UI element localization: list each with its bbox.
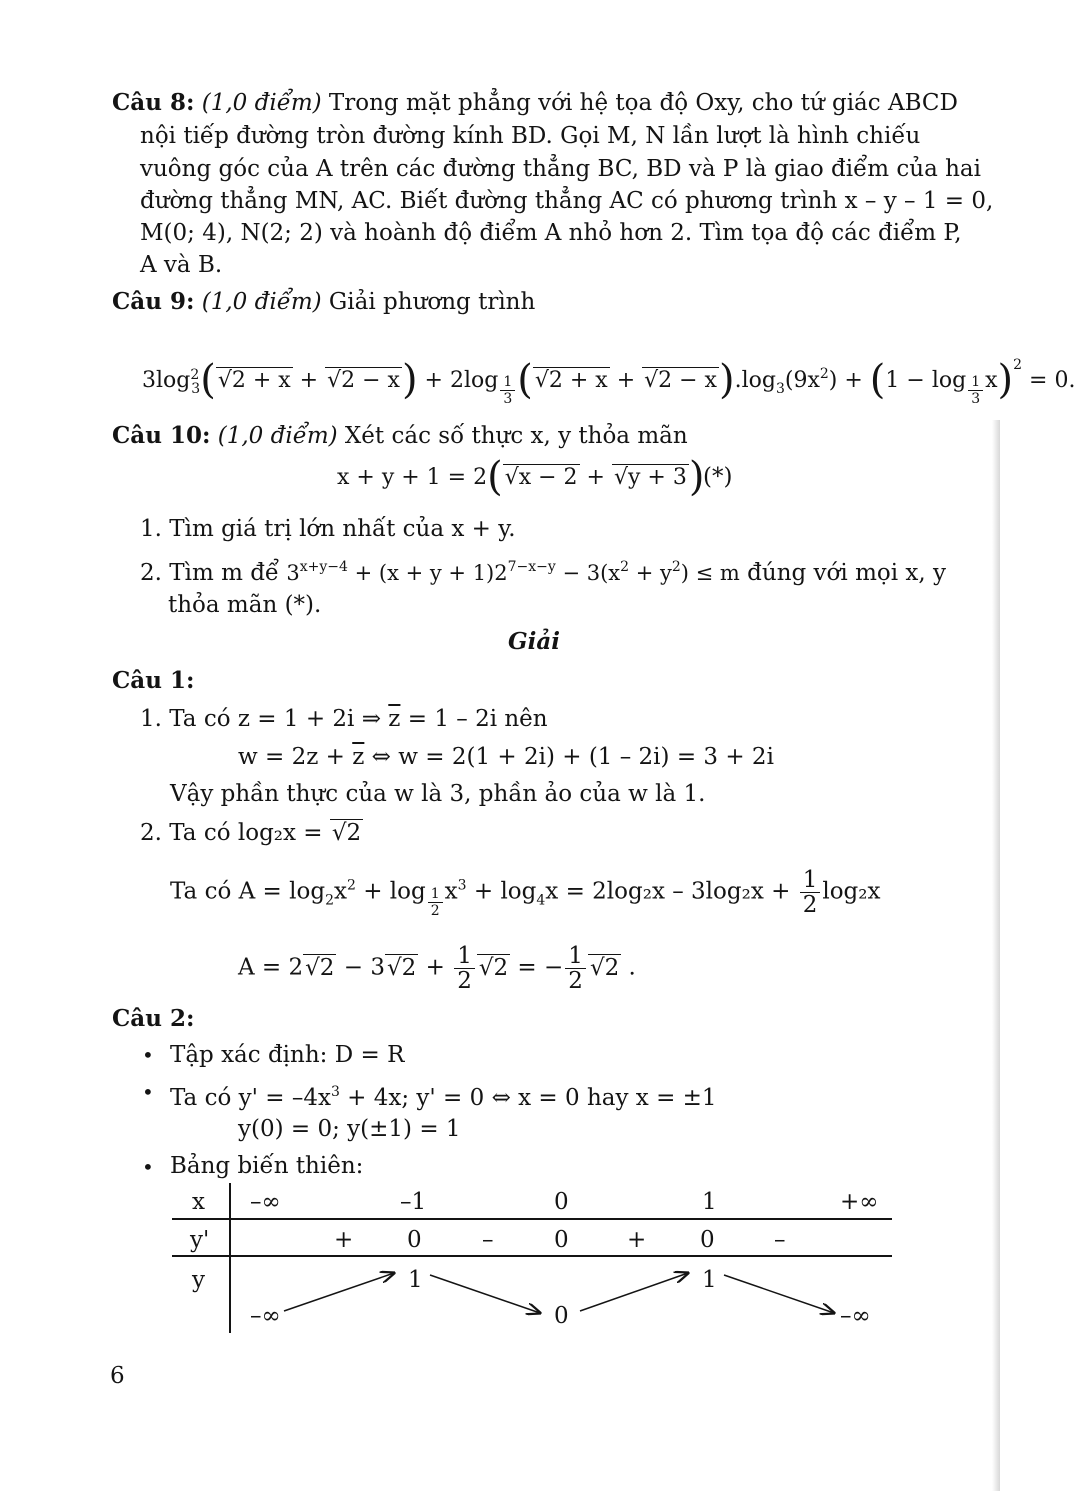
q10-item2-prefix: 2. Tìm m để [140, 560, 280, 586]
q8-line1 [112, 88, 958, 118]
q10-condition: x + y + 1 = 2(√x − 2 + √y + 3) [337, 454, 705, 500]
sol1-label: Câu 1: [112, 667, 195, 694]
y-min: 0 [554, 1303, 569, 1329]
page-number: 6 [110, 1363, 125, 1389]
sol2-label: Câu 2: [112, 1005, 195, 1032]
sol2-bullet1: Tập xác định: D = R [170, 1042, 405, 1068]
q8-label: Câu 8: [112, 89, 195, 116]
sol1-line5: Ta có $A = \log_2x^2 + \log$ $\frac{1}{2}$ $x^3 + \log_4x = 2\log_2x - 3\log_2x$ + $\frac{1}{2}$ log₂x [170, 867, 881, 919]
q10-heading [112, 421, 688, 451]
decreasing-arrow [724, 1275, 834, 1313]
sol1-line3: Vậy phần thực của w là 3, phần ảo của w là 1. [170, 781, 706, 807]
y-min: –∞ [840, 1303, 871, 1329]
row-label-yprime: y' [190, 1227, 210, 1253]
row-label-x: x [192, 1189, 205, 1215]
yprime-sign: – [774, 1227, 786, 1253]
sol1-line4: 2. Ta có log₂x = √2 [140, 820, 362, 846]
y-max: 1 [702, 1267, 717, 1293]
q10-item2: 2. Tìm m để $3^{x+y-4} + (x + y + 1)2^{7-x-y} - 3(x^2 + y^2) \le m$ đúng với mọi x, y [140, 559, 946, 586]
variation-arrows [172, 1183, 892, 1333]
q8-points: (1,0 điểm) [201, 90, 322, 116]
q10-text: Xét các số thực x, y thỏa mãn [337, 423, 688, 449]
q9-text: Giải phương trình [321, 289, 536, 315]
decreasing-arrow [430, 1275, 540, 1313]
bullet-icon: • [142, 1043, 154, 1067]
q8-line2: nội tiếp đường tròn đường kính BD. Gọi M, N lần lượt là hình chiếu [140, 123, 921, 149]
increasing-arrow [284, 1273, 394, 1311]
q9-label: Câu 9: [112, 288, 195, 315]
q10-item2-line2: thỏa mãn (*). [168, 592, 322, 618]
x-value: –∞ [250, 1189, 281, 1215]
q8-line4: đường thẳng MN, AC. Biết đường thẳng AC có phương trình x – y – 1 = 0, [140, 188, 994, 214]
q10-item2-suffix: đúng với mọi x, y [747, 560, 946, 586]
q10-item1: 1. Tìm giá trị lớn nhất của x + y. [140, 516, 516, 542]
q10-points: (1,0 điểm) [217, 423, 338, 449]
yprime-sign: – [482, 1227, 494, 1253]
bullet-icon: • [142, 1080, 154, 1104]
page-edge-shadow [992, 420, 1000, 1491]
yprime-zero: 0 [554, 1227, 569, 1253]
sol1-line1: 1. Ta có z = 1 + 2i ⇒ $\overline{z} = 1 - 2i$ nên [140, 706, 548, 732]
row-label-y: y [192, 1267, 205, 1293]
bullet-icon: • [142, 1155, 154, 1179]
sol2-bullet3: Bảng biến thiên: [170, 1153, 364, 1179]
x-value: 1 [702, 1189, 717, 1215]
x-value: –1 [400, 1189, 427, 1215]
variation-table [172, 1183, 892, 1333]
yprime-sign: + [627, 1227, 647, 1253]
sol1-line6: A = 2√2 − 3√2 + $\frac{1}{2}$ √2 = − $\frac{1}{2}$ √2 . [238, 943, 636, 994]
increasing-arrow [580, 1273, 688, 1311]
q9-heading [112, 287, 535, 317]
solution-title: Giải [508, 628, 561, 655]
q8-line5: M(0; 4), N(2; 2) và hoành độ điểm A nhỏ hơn 2. Tìm tọa độ các điểm P, [140, 220, 962, 246]
q9-points: (1,0 điểm) [201, 289, 322, 315]
q8-line3: vuông góc của A trên các đường thẳng BC, BD và P là giao điểm của hai [140, 156, 981, 182]
y-max: 1 [408, 1267, 423, 1293]
q10-label: Câu 10: [112, 422, 211, 449]
q8-line6: A và B. [140, 252, 223, 278]
q9-equation: $3\log^2_3(√2 + x + √2 - x) + 2\log$ $\frac{1}{3}$ $(√2 + x + √2 - x).\log_3(9x^2) + (1 - \log$ $\frac{1}{3}$ x)$^2$ = 0. [142, 357, 1075, 407]
sol2-bullet2: Ta có $y' = -4x^3 + 4x$; y' = 0 ⇔ x = 0 hay x = ±1 [170, 1084, 717, 1111]
x-value: 0 [554, 1189, 569, 1215]
yprime-zero: 0 [407, 1227, 422, 1253]
sol2-values: y(0) = 0; y(±1) = 1 [238, 1116, 461, 1142]
y-min: –∞ [250, 1303, 281, 1329]
yprime-sign: + [334, 1227, 354, 1253]
sol1-line2: $w = 2z + \overline{z}$ ⇔ w = 2(1 + 2i) + (1 – 2i) = 3 + 2i [238, 744, 774, 770]
x-value: +∞ [840, 1189, 879, 1215]
q8-text-1: Trong mặt phẳng với hệ tọa độ Oxy, cho tứ giác ABCD [321, 90, 958, 116]
q10-star: (*) [703, 464, 733, 490]
yprime-zero: 0 [700, 1227, 715, 1253]
